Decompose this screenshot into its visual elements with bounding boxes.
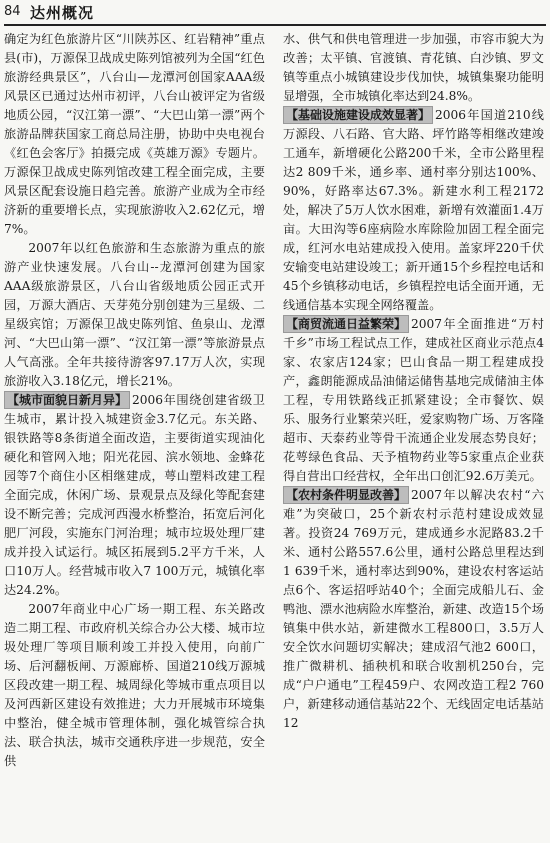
- page-number: 84: [4, 4, 21, 19]
- section-heading: 【农村条件明显改善】: [283, 486, 409, 504]
- left-column: [4, 30, 265, 771]
- paragraph-with-heading: [283, 315, 544, 486]
- paragraph-text: 2006年围绕创建省级卫生城市，累计投入城建资金3.7亿元。东关路、银铁路等8条街道全面改造，主要街道实现油化硬化和管网入地；阳光花园、滨水领地、金蜂花园等7个商住小区相继建成，萼山塑料改建工程全面完成，休闲广场、景观景点及绿化等配套建设不断完善；完成河西漫水桥整治，拓宽后河化肥厂河段，实施东门河治理；城市垃圾处理厂建成并投入试运行。城区拓展到5.2平方千米，人口10万人。经营城市收入7 100万元，城镇化率达24.2%。: [4, 393, 265, 597]
- section-heading: 【基础设施建设成效显著】: [283, 106, 433, 124]
- paragraph: 水、供气和供电管理进一步加强，市容市貌大为改善；太平镇、官渡镇、青花镇、白沙镇、罗文镇等重点小城镇建设步伐加快，城镇集聚功能明显增强，全市城镇化率达到24.8%。: [283, 32, 544, 103]
- section-heading: 【城市面貌日新月异】: [4, 391, 130, 409]
- paragraph-text: 2007年以解决农村“六难”为突破口，25个新农村示范村建设成效显著。投资24 769万元，建成通乡水泥路83.2千米、通村公路557.6公里，通村公路总里程达到1 639千米，通村率达到90%，建设农村客运站点6个、客运招呼站40个；全面完成船儿石、金鸭池、漂水池病险水库整治，新建、改造15个场镇集中供水站，新建微水工程800口，3.5万人安全饮水问题切实解决；建成沼气池2 600口，推广微耕机、插秧机和联合收割机250台，完成“户户通电”工程459户、农网改造工程2 760户，新建移动通信基站22个、无线固定电话基站12: [283, 488, 544, 730]
- section-heading: 【商贸流通日益繁荣】: [283, 315, 409, 333]
- paragraph: 2007年以红色旅游和生态旅游为重点的旅游产业快速发展。八台山--龙潭河创建为国家AAA级旅游景区，八台山省级地质公园正式开园，万源大酒店、天芽苑分别创建为三星级、二星级宾馆；万源保卫战史陈列馆、鱼泉山、龙潭河、“大巴山第一漂”、“汉江第一漂”等旅游景点人气高涨。全年共接待游客97.17万人次，实现旅游收入3.18亿元，增长21%。: [4, 241, 265, 388]
- section-title: 达州概况: [30, 4, 95, 22]
- page-header: [0, 0, 550, 30]
- paragraph-with-heading: [283, 106, 544, 315]
- paragraph: 2007年商业中心广场一期工程、东关路改造二期工程、市政府机关综合办公大楼、城市垃圾处理厂等项目顺利竣工并投入使用，向前广场、后河翻板闸、万源廊桥、国道210线万源城区段改建一期工程、城周绿化等城市重点项目以及河西新区建设有效推进；大力开展城市环境集中整治，健全城市管理体制，强化城管综合执法、联合执法，城市交通秩序进一步规范，安全供: [4, 602, 265, 768]
- right-column: [283, 30, 544, 733]
- paragraph: 确定为红色旅游片区“川陕苏区、红岩精神”重点县(市)，万源保卫战成史陈列馆被列为全国“红色旅游经典景区”，八台山—龙潭河创国家AAA级风景区已通过达州市初评，八台山被评定为省级地质公园，“汉江第一漂”、“大巴山第一漂”两个旅游品牌获国家工商总局注册，协助中央电视台《红色会客厅》拍摄完成《英雄万源》专题片。万源保卫战成史陈列馆改建工程全面完成，主要风景区配套设施日趋完善。旅游产业成为全市经济新的重要增长点，实现旅游收入2.62亿元，增7%。: [4, 32, 265, 236]
- paragraph-text: 2007年全面推进“万村千乡”市场工程试点工作，建成社区商业示范点4家、农家店124家；巴山食品一期工程建成投产，鑫朗能源成品油储运储售基地完成储油主体工程，专用铁路线正抓紧建设；全市餐饮、娱乐、服务行业繁荣兴旺，爱家购物广场、万客隆超市、天泰药业等骨干流通企业发展态势良好；花萼绿色食品、天予植物药业等5家重点企业获得自营出口经营权，全年出口创汇92.6万美元。: [283, 317, 544, 483]
- paragraph-with-heading: [4, 391, 265, 600]
- paragraph-with-heading: [283, 486, 544, 733]
- header-divider: [4, 24, 546, 26]
- paragraph-text: 2006年国道210线万源段、八石路、官大路、坪竹路等相继改建竣工通车，新增硬化公路200千米，全市公路里程达2 809千米，通乡率、通村率分别达100%、90%，好路率达67.3%。新建水利工程2172处，解决了5万人饮水困难，新增有效灌面1.4万亩。大田沟等6座病险水库除险加固工程全面完成，红河水电站建成投入使用。盖家坪220千伏安输变电站建设竣工；新开通15个乡程控电话和45个乡镇移动电话，乡镇程控电话全面开通，无线通信基本实现全网络覆盖。: [283, 108, 544, 312]
